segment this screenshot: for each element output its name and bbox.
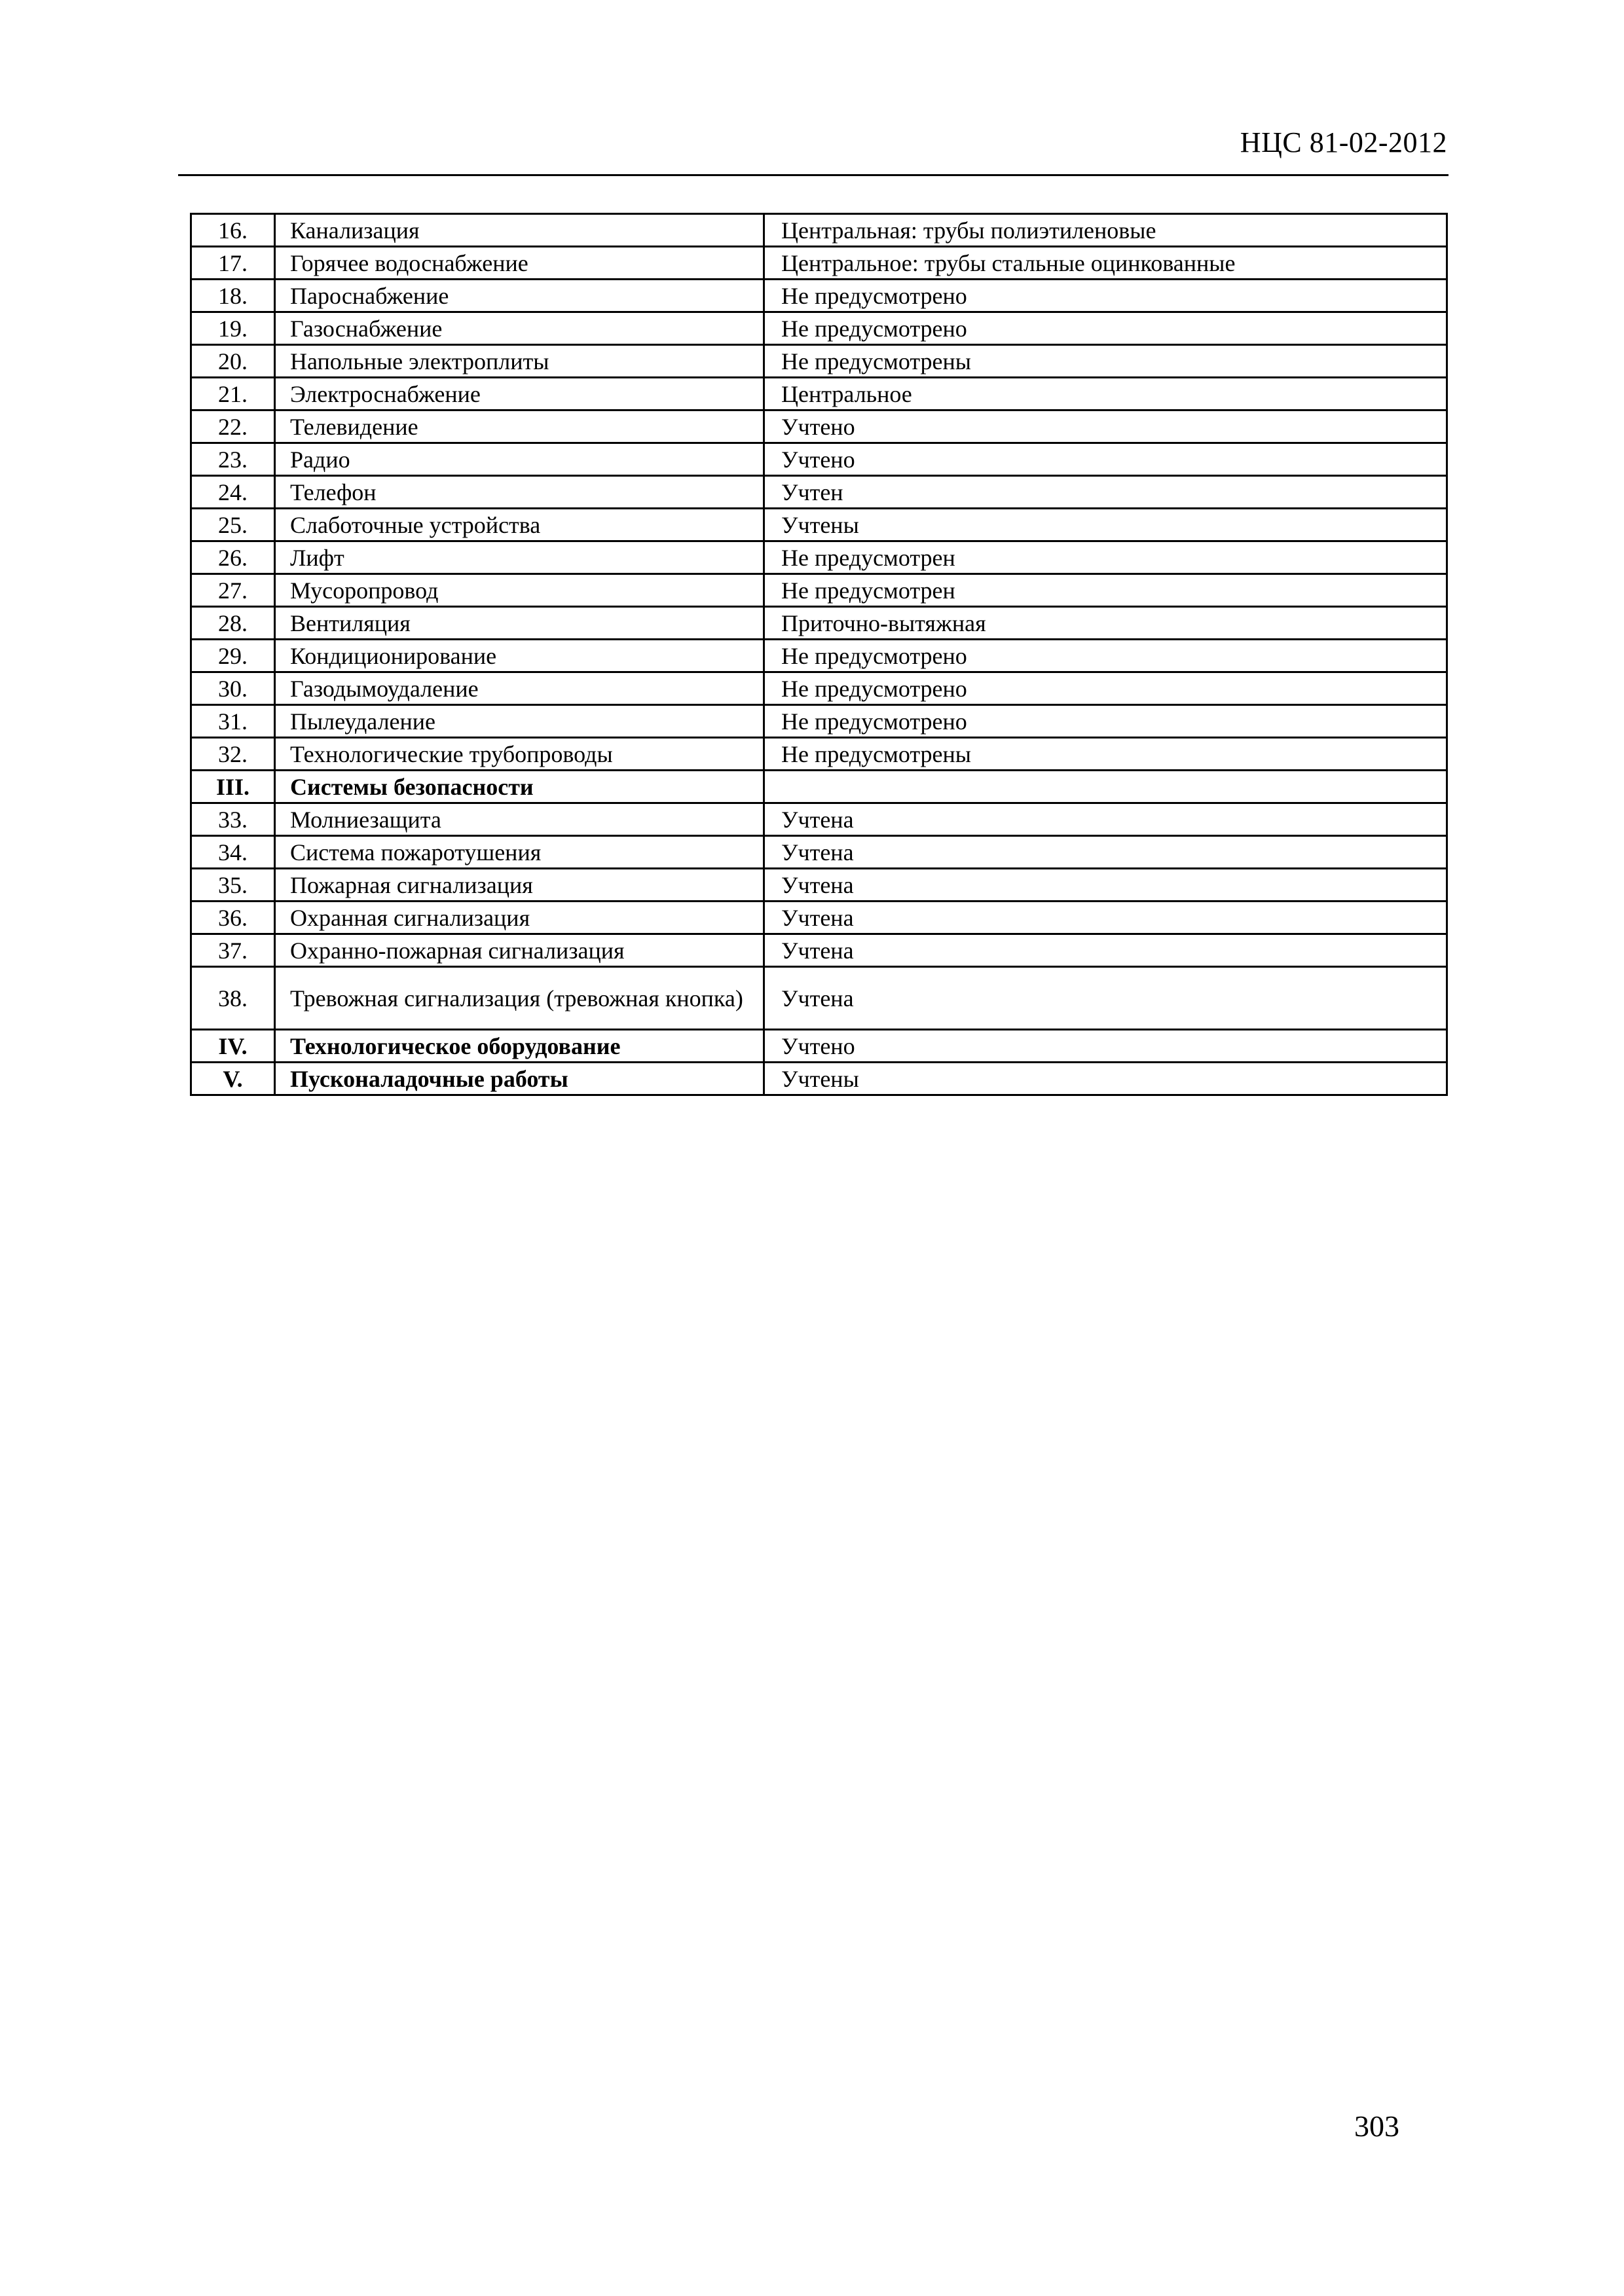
row-name-cell: Технологические трубопроводы [275, 738, 764, 771]
row-number-cell: 18. [191, 280, 275, 312]
row-number-cell: 28. [191, 607, 275, 640]
row-name-cell: Лифт [275, 541, 764, 574]
row-value-cell: Учтено [764, 443, 1447, 476]
row-name-cell: Телевидение [275, 410, 764, 443]
row-name-cell: Напольные электроплиты [275, 345, 764, 378]
row-value-cell: Учтено [764, 1030, 1447, 1063]
row-name-cell: Мусоропровод [275, 574, 764, 607]
table-body [191, 214, 1447, 1095]
row-name-cell: Канализация [275, 214, 764, 247]
row-number-cell: 31. [191, 705, 275, 738]
table-row [191, 967, 1447, 1030]
table-row [191, 541, 1447, 574]
row-name-cell: Кондиционирование [275, 640, 764, 672]
row-name-cell: Газодымоудаление [275, 672, 764, 705]
row-name-cell: Охранная сигнализация [275, 902, 764, 934]
row-value-cell: Учтены [764, 1063, 1447, 1095]
row-number-cell: 36. [191, 902, 275, 934]
row-name-cell: Радио [275, 443, 764, 476]
row-name-cell: Электроснабжение [275, 378, 764, 410]
row-value-cell: Учтена [764, 967, 1447, 1030]
row-name-cell: Пожарная сигнализация [275, 869, 764, 902]
row-value-cell: Не предусмотрены [764, 345, 1447, 378]
row-name-cell: Газоснабжение [275, 312, 764, 345]
row-number-cell: V. [191, 1063, 275, 1095]
page-number: 303 [1354, 2109, 1399, 2143]
row-name-cell: Охранно-пожарная сигнализация [275, 934, 764, 967]
row-number-cell: 26. [191, 541, 275, 574]
row-number-cell: 17. [191, 247, 275, 280]
row-number-cell: 29. [191, 640, 275, 672]
row-name-cell: Молниезащита [275, 803, 764, 836]
row-number-cell: 37. [191, 934, 275, 967]
table-row [191, 410, 1447, 443]
table-row [191, 705, 1447, 738]
row-number-cell: 33. [191, 803, 275, 836]
row-value-cell: Центральная: трубы полиэтиленовые [764, 214, 1447, 247]
row-name-cell: Пароснабжение [275, 280, 764, 312]
row-value-cell: Приточно-вытяжная [764, 607, 1447, 640]
row-name-cell: Телефон [275, 476, 764, 509]
row-number-cell: 38. [191, 967, 275, 1030]
row-value-cell: Учтено [764, 410, 1447, 443]
row-value-cell: Не предусмотрено [764, 672, 1447, 705]
row-number-cell: 25. [191, 509, 275, 541]
row-number-cell: 19. [191, 312, 275, 345]
row-name-cell: Пусконаладочные работы [275, 1063, 764, 1095]
row-number-cell: 23. [191, 443, 275, 476]
row-number-cell: IV. [191, 1030, 275, 1063]
row-value-cell: Не предусмотрено [764, 705, 1447, 738]
row-value-cell: Не предусмотрены [764, 738, 1447, 771]
row-name-cell: Системы безопасности [275, 771, 764, 803]
specification-table [190, 213, 1448, 1096]
row-number-cell: 22. [191, 410, 275, 443]
row-value-cell: Учтена [764, 934, 1447, 967]
row-number-cell: 35. [191, 869, 275, 902]
row-value-cell: Не предусмотрено [764, 312, 1447, 345]
row-value-cell [764, 771, 1447, 803]
table-row [191, 574, 1447, 607]
row-name-cell: Вентиляция [275, 607, 764, 640]
table-row [191, 509, 1447, 541]
header-rule [178, 174, 1449, 176]
row-name-cell: Слаботочные устройства [275, 509, 764, 541]
row-name-cell: Технологическое оборудование [275, 1030, 764, 1063]
section-row [191, 771, 1447, 803]
table-row [191, 443, 1447, 476]
table-row [191, 803, 1447, 836]
table-row [191, 345, 1447, 378]
table-row [191, 869, 1447, 902]
section-row [191, 1063, 1447, 1095]
row-name-cell: Тревожная сигнализация (тревожная кнопка) [275, 967, 764, 1030]
row-number-cell: 32. [191, 738, 275, 771]
table-row [191, 476, 1447, 509]
document-code: НЦС 81-02-2012 [1240, 126, 1447, 158]
row-value-cell: Центральное [764, 378, 1447, 410]
table-row [191, 672, 1447, 705]
table-row [191, 934, 1447, 967]
row-value-cell: Не предусмотрено [764, 640, 1447, 672]
row-number-cell: 24. [191, 476, 275, 509]
table-row [191, 738, 1447, 771]
row-value-cell: Учтена [764, 836, 1447, 869]
row-number-cell: 34. [191, 836, 275, 869]
row-name-cell: Система пожаротушения [275, 836, 764, 869]
row-value-cell: Учтена [764, 902, 1447, 934]
row-value-cell: Центральное: трубы стальные оцинкованные [764, 247, 1447, 280]
row-value-cell: Учтены [764, 509, 1447, 541]
row-value-cell: Не предусмотрен [764, 574, 1447, 607]
row-number-cell: 21. [191, 378, 275, 410]
table-row [191, 640, 1447, 672]
row-value-cell: Учтен [764, 476, 1447, 509]
row-value-cell: Учтена [764, 869, 1447, 902]
table-row [191, 247, 1447, 280]
row-number-cell: III. [191, 771, 275, 803]
table-row [191, 280, 1447, 312]
row-number-cell: 20. [191, 345, 275, 378]
table-row [191, 312, 1447, 345]
row-number-cell: 27. [191, 574, 275, 607]
table-row [191, 378, 1447, 410]
section-row [191, 1030, 1447, 1063]
table-row [191, 836, 1447, 869]
row-name-cell: Пылеудаление [275, 705, 764, 738]
row-value-cell: Не предусмотрено [764, 280, 1447, 312]
row-number-cell: 30. [191, 672, 275, 705]
table-row [191, 214, 1447, 247]
table-row [191, 902, 1447, 934]
row-value-cell: Не предусмотрен [764, 541, 1447, 574]
row-value-cell: Учтена [764, 803, 1447, 836]
row-number-cell: 16. [191, 214, 275, 247]
row-name-cell: Горячее водоснабжение [275, 247, 764, 280]
table-row [191, 607, 1447, 640]
